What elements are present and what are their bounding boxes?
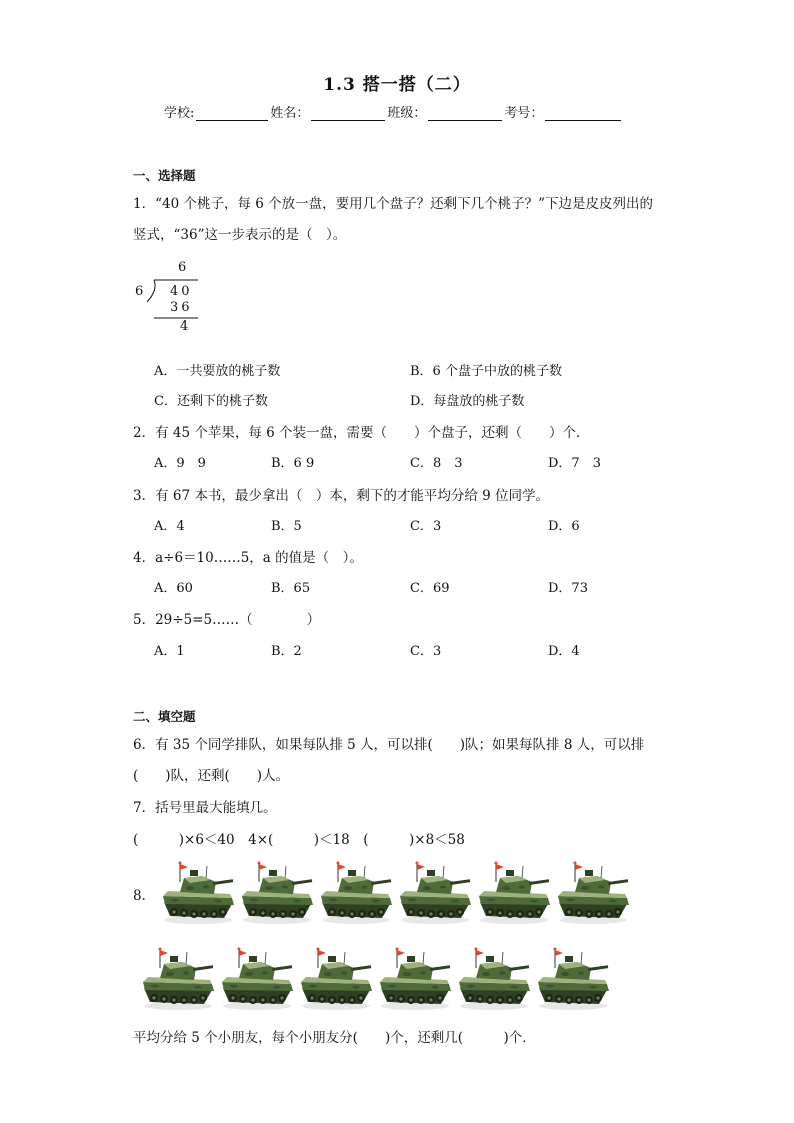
tank-7 [140,944,216,1016]
q1-option-d[interactable]: D．每盘放的桃子数 [410,394,525,409]
tank-1 [160,858,236,930]
tank-2 [239,858,315,930]
tank-10 [377,944,453,1016]
question-6-line-2: ( )队，还剩( )人。 [133,768,290,784]
q2-option-a[interactable]: A．9 9 [154,456,206,471]
q5-option-d[interactable]: D．4 [548,644,580,659]
question-2: 2．有 45 个苹果，每 6 个装一盘，需要（ ）个盘子，还剩（ ）个． [133,425,590,441]
tank-9 [298,944,374,1016]
section-choice: 一、选择题 [133,168,196,183]
question-7-expression: ( )×6＜40 4×( )＜18 ( )×8＜58 [133,832,465,848]
q5-option-c[interactable]: C．3 [410,644,442,659]
q3-option-a[interactable]: A．4 [154,519,185,534]
tank-3 [318,858,394,930]
question-8-number: 8． [133,888,156,904]
question-6-line-1: 6．有 35 个同学排队，如果每队排 5 人，可以排( )队；如果每队排 8 人，可以排 [133,737,645,753]
class-blank[interactable] [428,106,502,121]
student-info [164,102,623,121]
q5-option-a[interactable]: A．1 [154,644,185,659]
q1-option-a[interactable]: A．一共要放的桃子数 [154,364,281,379]
question-4: 4．a÷6＝10……5，a 的值是（ ）。 [133,550,363,566]
page-title: 1.3 搭一搭（二） [323,75,471,95]
q5-option-b[interactable]: B．2 [271,644,302,659]
q4-option-a[interactable]: A．60 [154,581,193,596]
tank-5 [476,858,552,930]
tank-4 [397,858,473,930]
q3-option-d[interactable]: D．6 [548,519,580,534]
q4-option-c[interactable]: C．69 [410,581,450,596]
tank-12 [535,944,611,1016]
tank-11 [456,944,532,1016]
question-3: 3．有 67 本书，最少拿出（ ）本，剩下的才能平均分给 9 位同学。 [133,488,550,504]
exam-no-blank[interactable] [545,106,621,121]
name-blank[interactable] [311,106,385,121]
q3-option-c[interactable]: C．3 [410,519,442,534]
division-product: 36 [170,300,193,315]
q2-option-b[interactable]: B．6 9 [271,456,315,471]
division-quotient: 6 [178,260,187,275]
q1-option-b[interactable]: B．6 个盘子中放的桃子数 [410,364,562,379]
q4-option-b[interactable]: B．65 [271,581,311,596]
q2-option-d[interactable]: D．7 3 [548,456,601,471]
question-1-line-1: 1．“40 个桃子，每 6 个放一盘，要用几个盘子？还剩下几个桃子？”下边是皮皮列出的 [133,196,654,212]
long-division [130,258,210,338]
class-label: 班级： [387,106,427,121]
q2-option-c[interactable]: C．8 3 [410,456,463,471]
tank-8 [219,944,295,1016]
school-blank[interactable] [196,106,268,121]
school-label: 学校: [164,106,195,121]
question-5: 5．29÷5=5……（ ） [133,612,321,628]
division-divisor: 6 [135,284,144,299]
question-7: 7．括号里最大能填几。 [133,800,277,816]
section-fill: 二、填空题 [133,709,196,724]
question-8-text: 平均分给 5 个小朋友，每个小朋友分( )个，还剩几( )个． [133,1030,536,1046]
q1-option-c[interactable]: C．还剩下的桃子数 [154,394,268,409]
division-bracket [130,258,210,338]
q4-option-d[interactable]: D．73 [548,581,588,596]
question-1-line-2: 竖式，“36”这一步表示的是（ ）。 [133,227,347,243]
division-remainder: 4 [180,319,189,334]
name-label: 姓名： [270,106,310,121]
tank-6 [555,858,631,930]
q3-option-b[interactable]: B．5 [271,519,302,534]
exam-no-label: 考号： [504,106,544,121]
division-dividend: 40 [170,284,193,299]
